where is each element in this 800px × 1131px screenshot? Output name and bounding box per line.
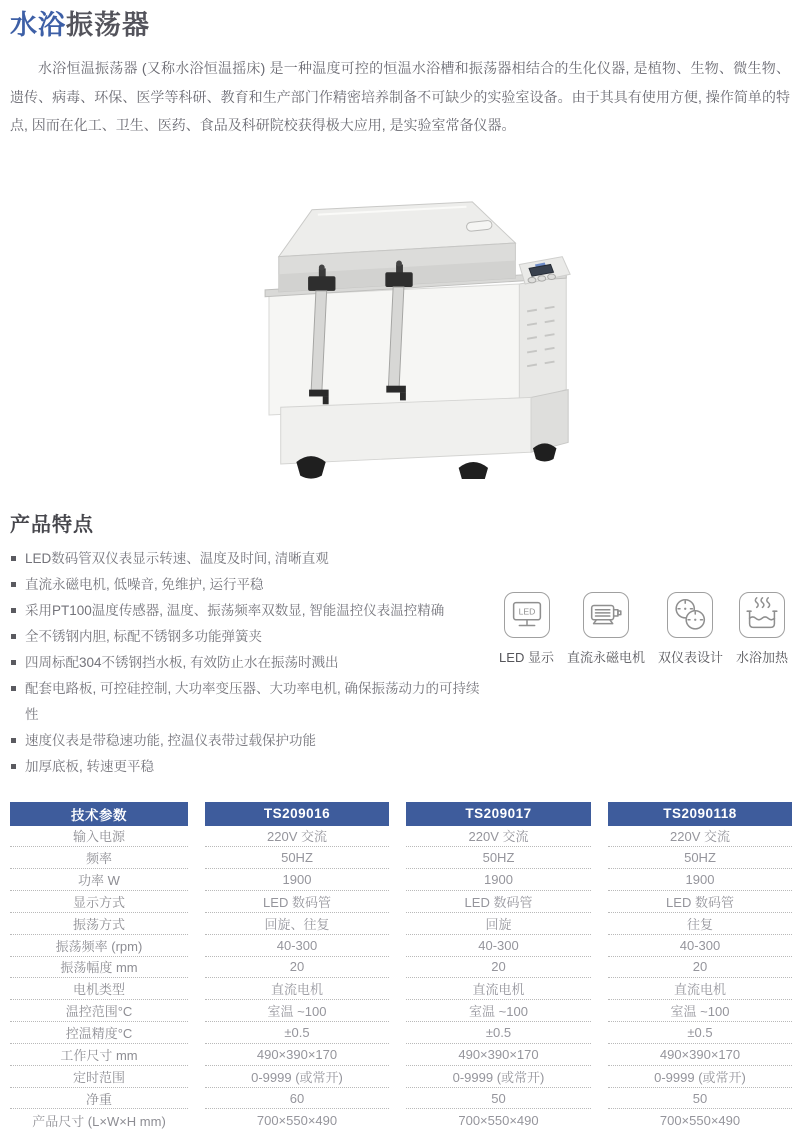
spec-value: 50: [406, 1088, 591, 1110]
svg-text:LED: LED: [518, 606, 535, 616]
page-title: [10, 8, 790, 42]
features-section: [10, 546, 790, 780]
spec-label: 电机类型: [10, 978, 188, 1000]
dc-motor-icon: [583, 592, 629, 638]
product-photo: [224, 179, 576, 479]
spec-value: 490×390×170: [205, 1044, 389, 1066]
spec-label: 显示方式: [10, 891, 188, 913]
spec-value: 220V 交流: [406, 826, 591, 848]
feature-item: LED数码管双仪表显示转速、温度及时间, 清晰直观: [10, 546, 484, 572]
spec-value: LED 数码管: [205, 891, 389, 913]
spec-value: 220V 交流: [608, 826, 792, 848]
spec-value: 20: [205, 957, 389, 979]
spec-label: 振荡方式: [10, 913, 188, 935]
feature-item: 采用PT100温度传感器, 温度、振荡频率双数显, 智能温控仪表温控精确: [10, 598, 484, 624]
spec-value: 50HZ: [608, 847, 792, 869]
spec-label: 输入电源: [10, 826, 188, 848]
spec-value: 回旋: [406, 913, 591, 935]
features-heading: 产品特点: [10, 508, 790, 537]
feature-icon-label: LED 显示: [499, 647, 554, 666]
spec-table: [10, 802, 790, 1131]
water-heating-icon: [739, 592, 785, 638]
feature-icon-motor: [567, 592, 645, 666]
spec-value: ±0.5: [406, 1022, 591, 1044]
page-title-highlight: 水浴: [10, 10, 66, 40]
feature-item: 加厚底板, 转速更平稳: [10, 754, 484, 780]
led-display-icon: [504, 592, 550, 638]
spec-value: 室温 ~100: [608, 1000, 792, 1022]
feature-item: 配套电路板, 可控硅控制, 大功率变压器、大功率电机, 确保振荡动力的可持续性: [10, 676, 484, 728]
intro-paragraph: 水浴恒温振荡器 (又称水浴恒温摇床) 是一种温度可控的恒温水浴槽和振荡器相结合的生化仪器, 是植物、生物、微生物、遗传、病毒、环保、医学等科研、教育和生产部门作精密培养制备不可缺少的实验室设备。由于其具有使用方便, 操作简单的特点, 因而在化工、卫生、医药、食品及科研院校获得极大应用, 是实验室常备仪器。: [10, 54, 790, 140]
spec-label: 控温精度°C: [10, 1022, 188, 1044]
spec-label: 振荡频率 (rpm): [10, 935, 188, 957]
spec-value: 室温 ~100: [205, 1000, 389, 1022]
spec-value: ±0.5: [608, 1022, 792, 1044]
spec-value: 0-9999 (或常开): [608, 1066, 792, 1088]
spec-value: 50HZ: [205, 847, 389, 869]
product-photo-area: [10, 172, 790, 486]
spec-value: LED 数码管: [406, 891, 591, 913]
spec-label: 净重: [10, 1088, 188, 1110]
spec-value: 20: [406, 957, 591, 979]
spec-value: LED 数码管: [608, 891, 792, 913]
spec-value: 700×550×490: [205, 1109, 389, 1131]
feature-icon-label: 水浴加热: [736, 647, 788, 666]
spec-value: 1900: [205, 869, 389, 891]
spec-value: 40-300: [205, 935, 389, 957]
spec-value: 0-9999 (或常开): [406, 1066, 591, 1088]
spec-value: 回旋、往复: [205, 913, 389, 935]
feature-icon-heating: [736, 592, 788, 666]
feature-item: 直流永磁电机, 低噪音, 免维护, 运行平稳: [10, 572, 484, 598]
spec-value: 50HZ: [406, 847, 591, 869]
spec-col-header: TS209016: [205, 802, 389, 826]
page-title-rest: 振荡器: [66, 10, 150, 40]
spec-value: 50: [608, 1088, 792, 1110]
dual-gauge-icon: [667, 592, 713, 638]
spec-value: 220V 交流: [205, 826, 389, 848]
spec-value: 60: [205, 1088, 389, 1110]
spec-value: 往复: [608, 913, 792, 935]
spec-value: 490×390×170: [608, 1044, 792, 1066]
spec-value: 40-300: [406, 935, 591, 957]
spec-value: 室温 ~100: [406, 1000, 591, 1022]
spec-label: 功率 W: [10, 869, 188, 891]
feature-icon-label: 直流永磁电机: [567, 647, 645, 666]
feature-icon-label: 双仪表设计: [658, 647, 723, 666]
feature-item: 全不锈钢内胆, 标配不锈钢多功能弹簧夹: [10, 624, 484, 650]
spec-value: 700×550×490: [608, 1109, 792, 1131]
feature-icon-led: [499, 592, 554, 666]
spec-value: 40-300: [608, 935, 792, 957]
spec-value: 直流电机: [406, 978, 591, 1000]
spec-label: 振荡幅度 mm: [10, 957, 188, 979]
spec-label: 工作尺寸 mm: [10, 1044, 188, 1066]
feature-list: [10, 546, 484, 780]
spec-value: ±0.5: [205, 1022, 389, 1044]
spec-value: 1900: [608, 869, 792, 891]
spec-value: 490×390×170: [406, 1044, 591, 1066]
spec-label: 温控范围°C: [10, 1000, 188, 1022]
feature-icon-gauges: [658, 592, 723, 666]
spec-label: 定时范围: [10, 1066, 188, 1088]
feature-icons: [499, 592, 790, 666]
spec-value: 直流电机: [205, 978, 389, 1000]
spec-value: 700×550×490: [406, 1109, 591, 1131]
spec-value: 1900: [406, 869, 591, 891]
feature-item: 速度仪表是带稳速功能, 控温仪表带过载保护功能: [10, 728, 484, 754]
spec-value: 0-9999 (或常开): [205, 1066, 389, 1088]
feature-item: 四周标配304不锈钢挡水板, 有效防止水在振荡时溅出: [10, 650, 484, 676]
spec-value: 直流电机: [608, 978, 792, 1000]
spec-label: 频率: [10, 847, 188, 869]
spec-col-header: 技术参数: [10, 802, 188, 826]
spec-value: 20: [608, 957, 792, 979]
spec-col-header: TS2090118: [608, 802, 792, 826]
spec-col-header: TS209017: [406, 802, 591, 826]
spec-label: 产品尺寸 (L×W×H mm): [10, 1109, 188, 1131]
